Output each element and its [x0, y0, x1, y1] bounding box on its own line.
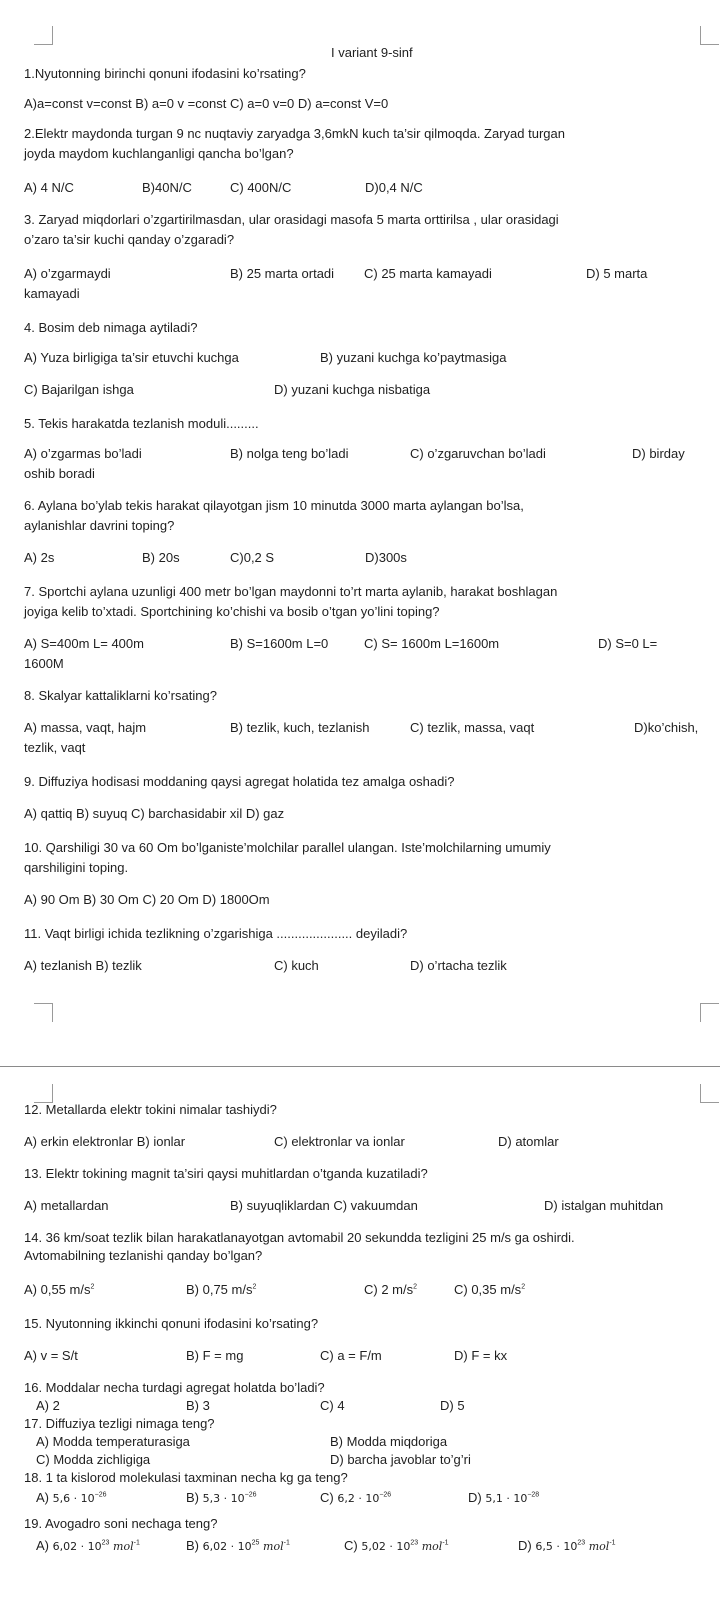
option-d-cont: 1600M: [24, 656, 64, 671]
question-7: 7. Sportchi aylana uzunligi 400 metr bo’lgan maydonni to’rt marta aylanib, harakat boshlagan: [24, 584, 558, 599]
option-a: A) o’zgarmas bo’ladi: [24, 446, 142, 461]
option-c: C) $6,2 \cdot 10^{-26}$: [320, 1490, 392, 1505]
crop-mark: [700, 26, 719, 45]
option-d: D)0,4 N/C: [365, 180, 423, 195]
question-16: 16. Moddalar necha turdagi agregat holatda bo’ladi?: [24, 1380, 325, 1395]
option-c: C) 25 marta kamayadi: [364, 266, 492, 281]
option-d: D) yuzani kuchga nisbatiga: [274, 382, 431, 397]
question-3-cont: o’zaro ta’sir kuchi qanday o’zgaradi?: [24, 232, 235, 247]
option-d: D) 5: [440, 1398, 465, 1413]
option-d-cont: oshib boradi: [24, 466, 95, 481]
option-c: C) 2 $m/s^2$: [364, 1282, 418, 1297]
question-3: 3. Zaryad miqdorlari o’zgartirilmasdan, ular orasidagi masofa 5 marta orttirilsa , ular orasidagi: [24, 212, 559, 227]
question-7-cont: joyiga kelib to’xtadi. Sportchining ko’chishi va bosib o’tgan yo’lini toping?: [24, 604, 440, 619]
option-b: B) F = mg: [186, 1348, 244, 1363]
option-c: C) S= 1600m L=1600m: [364, 636, 500, 651]
question-1-options: A)a=const v=const B) a=0 v =const C) a=0 v=0 D) a=const V=0: [24, 96, 389, 111]
question-17: 17. Diffuziya tezligi nimaga teng?: [24, 1416, 215, 1431]
option-d: D) F = kx: [454, 1348, 508, 1363]
crop-mark: [34, 1003, 53, 1022]
question-10-options: A) 90 Om B) 30 Om C) 20 Om D) 1800Om: [24, 892, 270, 907]
option-b: B) $6,02 \cdot 10^{25}$ mol$^{-1}$: [186, 1538, 290, 1553]
option-c: C) 4: [320, 1398, 345, 1413]
option-b: B) 0,75 $m/s^2$: [186, 1282, 257, 1297]
option-b: B)40N/C: [142, 180, 192, 195]
question-19: 19. Avogadro soni nechaga teng?: [24, 1516, 218, 1531]
option-d-cont: kamayadi: [24, 286, 80, 301]
question-9-options: A) qattiq B) suyuq C) barchasidabir xil D) gaz: [24, 806, 285, 821]
crop-mark: [34, 26, 53, 45]
question-10-cont: qarshiligini toping.: [24, 860, 129, 875]
option-c: C) a = F/m: [320, 1348, 382, 1363]
option-a: A) 2: [36, 1398, 60, 1413]
option-b: B) nolga teng bo’ladi: [230, 446, 349, 461]
option-a: A) massa, vaqt, hajm: [24, 720, 147, 735]
option-d: D) $6,5 \cdot 10^{23}$ mol$^{-1}$: [518, 1538, 616, 1553]
option-a: A) 4 N/C: [24, 180, 74, 195]
question-5: 5. Tekis harakatda tezlanish moduli.........: [24, 416, 259, 431]
option-b: B) $5,3 \cdot 10^{-26}$: [186, 1490, 257, 1505]
page-title: I variant 9-sinf: [331, 45, 413, 60]
option-d-cont: tezlik, vaqt: [24, 740, 86, 755]
option-c: C) elektronlar va ionlar: [274, 1134, 405, 1149]
option-a: A) tezlanish B) tezlik: [24, 958, 142, 973]
option-c: C) kuch: [274, 958, 319, 973]
question-18: 18. 1 ta kislorod molekulasi taxminan necha kg ga teng?: [24, 1470, 348, 1485]
question-11: 11. Vaqt birligi ichida tezlikning o’zgarishiga ..................... deyiladi?: [24, 926, 408, 941]
option-a: A) Yuza birligiga ta’sir etuvchi kuchga: [24, 350, 239, 365]
option-c: C) 400N/C: [230, 180, 292, 195]
question-6: 6. Aylana bo’ylab tekis harakat qilayotgan jism 10 minutda 3000 marta aylangan bo’lsa,: [24, 498, 524, 513]
option-a: A) metallardan: [24, 1198, 109, 1213]
question-2-cont: joyda maydom kuchlanganligi qancha bo’lgan?: [24, 146, 294, 161]
question-1: 1.Nyutonning birinchi qonuni ifodasini ko’rsating?: [24, 66, 306, 81]
question-6-cont: aylanishlar davrini toping?: [24, 518, 175, 533]
option-bc: B) suyuqliklardan C) vakuumdan: [230, 1198, 418, 1213]
option-c: C) tezlik, massa, vaqt: [410, 720, 535, 735]
question-2: 2.Elektr maydonda turgan 9 nc nuqtaviy zaryadga 3,6mkN kuch ta’sir qilmoqda. Zaryad turgan: [24, 126, 565, 141]
option-a: A) o’zgarmaydi: [24, 266, 111, 281]
question-14-cont: Avtomabilning tezlanishi qanday bo’lgan?: [24, 1248, 263, 1263]
question-15: 15. Nyutonning ikkinchi qonuni ifodasini ko’rsating?: [24, 1316, 319, 1331]
question-12: 12. Metallarda elektr tokini nimalar tashiydi?: [24, 1102, 277, 1117]
option-d: C) 0,35 $m/s^2$: [454, 1282, 526, 1297]
option-c: C) $5,02 \cdot 10^{23}$ mol$^{-1}$: [344, 1538, 449, 1553]
option-c: C) o’zgaruvchan bo’ladi: [410, 446, 546, 461]
crop-mark: [700, 1003, 719, 1022]
option-b: B) Modda miqdoriga: [330, 1434, 448, 1449]
question-10: 10. Qarshiligi 30 va 60 Om bo’lganiste’molchilar parallel ulangan. Iste’molchilarning umumiy: [24, 840, 551, 855]
option-b: B) 3: [186, 1398, 210, 1413]
option-a: A) $6,02 \cdot 10^{23}$ mol$^{-1}$: [36, 1538, 140, 1553]
crop-mark: [34, 1084, 53, 1103]
option-b: B) 25 marta ortadi: [230, 266, 335, 281]
question-8: 8. Skalyar kattaliklarni ko’rsating?: [24, 688, 217, 703]
option-d: D)ko’chish,: [634, 720, 699, 735]
option-d: D) birday: [632, 446, 685, 461]
option-d: D) 5 marta: [586, 266, 648, 281]
option-c: C) Modda zichligiga: [36, 1452, 151, 1467]
option-d: D) atomlar: [498, 1134, 559, 1149]
option-a: A) v = S/t: [24, 1348, 78, 1363]
option-a: A) 2s: [24, 550, 55, 565]
option-a: A) S=400m L= 400m: [24, 636, 144, 651]
option-d: D) $5,1 \cdot 10^{-28}$: [468, 1490, 540, 1505]
option-ab: A) erkin elektronlar B) ionlar: [24, 1134, 186, 1149]
option-a: A) Modda temperaturasiga: [36, 1434, 190, 1449]
option-d: D) o’rtacha tezlik: [410, 958, 507, 973]
crop-mark: [700, 1084, 719, 1103]
page-separator: [0, 1066, 720, 1067]
document-page-2: [0, 1070, 720, 1600]
question-13: 13. Elektr tokining magnit ta’siri qaysi muhitlardan o’tganda kuzatiladi?: [24, 1166, 428, 1181]
option-c: C) Bajarilgan ishga: [24, 382, 134, 397]
option-b: B) tezlik, kuch, tezlanish: [230, 720, 370, 735]
question-14: 14. 36 km/soat tezlik bilan harakatlanayotgan avtomabil 20 sekundda tezligini 25 m/s ga oshirdi.: [24, 1230, 575, 1245]
option-b: B) yuzani kuchga ko’paytmasiga: [320, 350, 507, 365]
option-d: D) barcha javoblar to’g’ri: [330, 1452, 471, 1467]
option-d: D) istalgan muhitdan: [544, 1198, 664, 1213]
option-a: A) 0,55 $m/s^2$: [24, 1282, 95, 1297]
option-a: A) $5,6 \cdot 10^{-26}$: [36, 1490, 107, 1505]
option-c: C)0,2 S: [230, 550, 275, 565]
option-d: D) S=0 L=: [598, 636, 658, 651]
option-b: B) 20s: [142, 550, 180, 565]
question-9: 9. Diffuziya hodisasi moddaning qaysi agregat holatida tez amalga oshadi?: [24, 774, 455, 789]
question-4: 4. Bosim deb nimaga aytiladi?: [24, 320, 198, 335]
option-b: B) S=1600m L=0: [230, 636, 329, 651]
option-d: D)300s: [365, 550, 407, 565]
